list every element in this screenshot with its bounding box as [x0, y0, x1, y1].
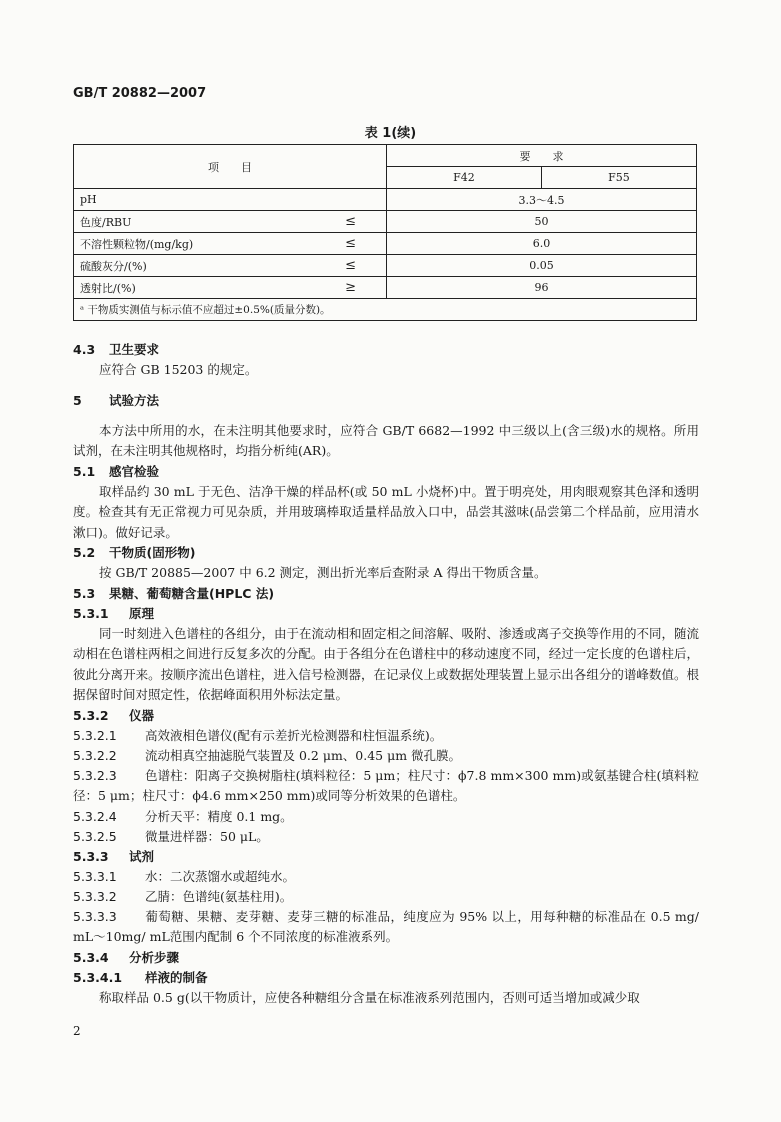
section-heading	[73, 543, 699, 563]
list-item	[73, 766, 699, 807]
section-heading	[73, 706, 699, 726]
row-value: 6.0	[387, 233, 697, 255]
row-label: 硫酸灰分/(%)	[80, 259, 147, 273]
paragraph: 取样品约 30 mL 于无色、洁净干燥的样品杯(或 50 mL 小烧杯)中。置于明亮处，用肉眼观察其色泽和透明度。检查其有无正常视力可见杂质，并用玻璃棒取适量样品放入口中，品尝其滋味(品尝第二个样品前，应用清水漱口)。做好记录。	[73, 483, 699, 540]
row-value: 0.05	[387, 255, 697, 277]
section-number: 5.3	[73, 585, 96, 601]
comparison-symbol: ≤	[345, 214, 356, 229]
paragraph: 称取样品 0.5 g(以干物质计，应使各种糖组分含量在标准液系列范围内，否则可适当增加或减少取	[99, 989, 640, 1005]
list-item	[73, 726, 699, 746]
section-heading	[73, 948, 699, 968]
section-heading	[73, 340, 699, 360]
row-name	[74, 211, 387, 233]
comparison-symbol: ≤	[345, 236, 356, 251]
grade-f42: F42	[387, 167, 542, 189]
column-header-requirement: 要 求	[387, 145, 697, 167]
section-title: 试验方法	[109, 392, 160, 408]
grade-f55: F55	[542, 167, 697, 189]
row-name	[74, 233, 387, 255]
item-text: 色谱柱：阳离子交换树脂柱(填料粒径：5 μm；柱尺寸：ϕ7.8 mm×300 mm)或氨基键合柱(填料粒径：5 μm；柱尺寸：ϕ4.6 mm×250 mm)或同等分析效果的色谱柱。	[73, 767, 699, 803]
row-label: 透射比/(%)	[80, 281, 136, 295]
item-number: 5.3.2.5	[73, 828, 117, 844]
section-title: 仪器	[129, 707, 155, 723]
section-title: 干物质(固形物)	[109, 545, 196, 560]
table-row	[74, 211, 697, 233]
table-row	[74, 277, 697, 299]
row-name	[74, 277, 387, 299]
item-number: 5.3.2.1	[73, 727, 117, 743]
item-text: 葡萄糖、果糖、麦芽糖、麦芽三糖的标准品，纯度应为 95% 以上，用每种糖的标准品在 0.5 mg/ mL～10mg/ mL范围内配制 6 个不同浓度的标准液系列。	[73, 908, 699, 944]
section-heading	[73, 462, 699, 482]
list-item	[73, 867, 699, 887]
item-text: 水：二次蒸馏水或超纯水。	[145, 868, 296, 884]
table-row	[74, 189, 697, 211]
item-number: 5.3.2.4	[73, 808, 117, 824]
item-text: 高效液相色谱仪(配有示差折光检测器和柱恒温系统)。	[145, 727, 443, 743]
list-item	[73, 827, 699, 847]
document-body	[73, 340, 699, 1008]
table-footnote: ᵃ 干物质实测值与标示值不应超过±0.5%(质量分数)。	[74, 299, 697, 321]
list-item	[73, 907, 699, 948]
row-name	[74, 189, 387, 211]
row-name	[74, 255, 387, 277]
section-number: 5.3.4	[73, 949, 109, 965]
comparison-symbol: ≤	[345, 258, 356, 273]
section-number: 4.3	[73, 342, 96, 357]
section-heading	[73, 847, 699, 867]
table-row	[74, 255, 697, 277]
section-title: 试剂	[129, 848, 155, 864]
item-number: 5.3.2.3	[73, 767, 117, 783]
row-value: 96	[387, 277, 697, 299]
section-number: 5.1	[73, 463, 96, 479]
section-title: 分析步骤	[129, 949, 180, 965]
row-value: 3.3～4.5	[387, 189, 697, 211]
requirements-table	[73, 144, 697, 321]
table-header-row	[74, 145, 697, 167]
table-caption: 表 1(续)	[364, 126, 417, 141]
paragraph: 同一时刻进入色谱柱的各组分，由于在流动相和固定相之间溶解、吸附、渗透或离子交换等作用的不同，随流动相在色谱柱两相之间进行反复多次的分配。由于各组分在色谱柱中的移动速度不同，经过一定长度的色谱柱后，彼此分离开来。按顺序流出色谱柱，进入信号检测器，在记录仪上或数据处理装置上显示出各组分的谱峰数值。根据保留时间对照定性，依据峰面积用外标法定量。	[73, 625, 700, 702]
item-number: 5.3.3.1	[73, 868, 117, 884]
section-number: 5.3.3	[73, 848, 109, 864]
item-text: 分析天平：精度 0.1 mg。	[145, 808, 293, 824]
section-title: 卫生要求	[109, 342, 160, 357]
item-text: 流动相真空抽滤脱气装置及 0.2 μm、0.45 μm 微孔膜。	[145, 747, 462, 763]
row-label: 色度/RBU	[80, 215, 132, 229]
section-heading	[73, 604, 699, 624]
standard-code: GB/T 20882—2007	[73, 86, 207, 101]
section-number: 5.3.4.1	[73, 969, 123, 985]
list-item	[73, 807, 699, 827]
section-heading	[73, 584, 699, 604]
paragraph: 本方法中所用的水，在未注明其他要求时，应符合 GB/T 6682—1992 中三级以上(含三级)水的规格。所用试剂，在未注明其他规格时，均指分析纯(AR)。	[73, 422, 699, 458]
section-number: 5.3.1	[73, 605, 109, 621]
section-heading	[73, 391, 699, 411]
page-number: 2	[73, 1024, 81, 1038]
section-title: 感官检验	[109, 463, 160, 479]
section-heading	[73, 968, 699, 988]
row-label: 不溶性颗粒物/(mg/kg)	[80, 237, 194, 251]
table-footnote-row	[74, 299, 697, 321]
section-number: 5	[73, 392, 82, 408]
item-number: 5.3.3.3	[73, 908, 117, 924]
item-text: 乙腈：色谱纯(氨基柱用)。	[145, 888, 293, 904]
table-row	[74, 233, 697, 255]
paragraph: 应符合 GB 15203 的规定。	[99, 362, 258, 377]
paragraph: 按 GB/T 20885—2007 中 6.2 测定，测出折光率后查附录 A 得出干物质含量。	[99, 565, 547, 580]
section-title: 果糖、葡萄糖含量(HPLC 法)	[109, 585, 275, 601]
row-value: 50	[387, 211, 697, 233]
section-title: 原理	[129, 605, 155, 621]
section-number: 5.3.2	[73, 707, 109, 723]
item-text: 微量进样器：50 μL。	[145, 828, 269, 844]
section-title: 样液的制备	[145, 969, 208, 985]
list-item	[73, 887, 699, 907]
list-item	[73, 746, 699, 766]
comparison-symbol: ≥	[345, 280, 356, 295]
item-number: 5.3.3.2	[73, 888, 117, 904]
section-number: 5.2	[73, 545, 96, 560]
item-number: 5.3.2.2	[73, 747, 117, 763]
row-label: pH	[80, 193, 97, 206]
column-header-item: 项 目	[74, 145, 387, 189]
